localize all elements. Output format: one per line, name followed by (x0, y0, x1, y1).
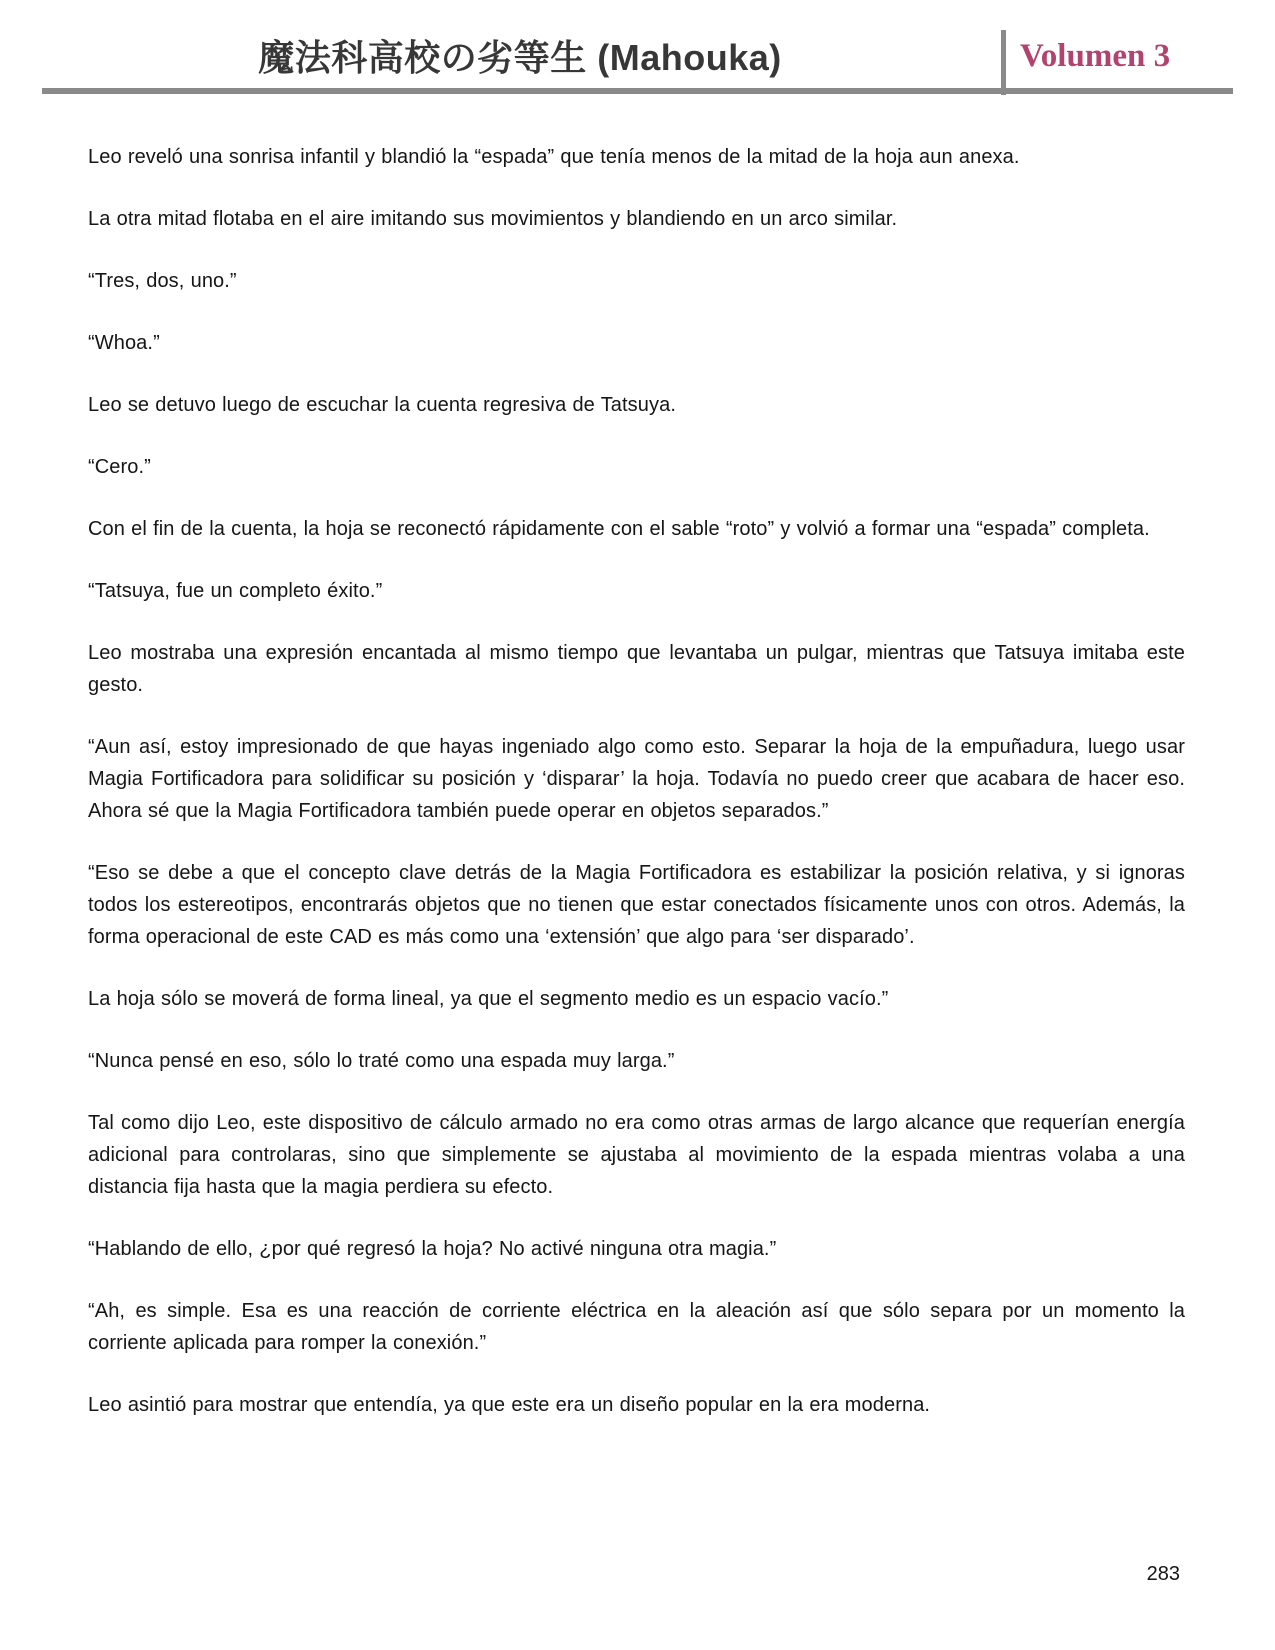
paragraph: Leo asintió para mostrar que entendía, ya que este era un diseño popular en la era moderna. (88, 1394, 931, 1416)
paragraph: “Cero.” (88, 456, 151, 478)
paragraph: “Nunca pensé en eso, sólo lo traté como una espada muy larga.” (88, 1050, 675, 1072)
paragraph: Leo se detuvo luego de escuchar la cuenta regresiva de Tatsuya. (88, 394, 676, 416)
volume-label: Volumen 3 (1020, 38, 1171, 74)
paragraph: Leo reveló una sonrisa infantil y blandió la “espada” que tenía menos de la mitad de la hoja aun anexa. (88, 146, 1020, 168)
paragraph: Con el fin de la cuenta, la hoja se reconectó rápidamente con el sable “roto” y volvió a formar una “espada” completa. (88, 518, 1150, 540)
paragraph: “Eso se debe a que el concepto clave detrás de la Magia Fortificadora es estabilizar la posición relativa, y si ignoras todos los estereotipos, encontrarás objetos que no tienen que estar conectados físicamente unos con otros. Además, la forma operacional de este CAD es más como una ‘extensión’ que algo para ‘ser disparado’. (88, 862, 1185, 948)
page-number: 283 (1146, 1563, 1180, 1585)
header-horizontal-rule (42, 88, 1233, 94)
paragraph: “Hablando de ello, ¿por qué regresó la hoja? No activé ninguna otra magia.” (88, 1238, 777, 1260)
header-vertical-divider (1001, 30, 1006, 95)
body-text (88, 141, 1185, 1451)
page-header-title: 魔法科高校の劣等生 (Mahouka) (258, 37, 782, 78)
paragraph: “Whoa.” (88, 332, 160, 354)
paragraph: Leo mostraba una expresión encantada al mismo tiempo que levantaba un pulgar, mientras que Tatsuya imitaba este gesto. (88, 642, 1185, 696)
paragraph: La hoja sólo se moverá de forma lineal, ya que el segmento medio es un espacio vacío.” (88, 988, 889, 1010)
paragraph: Tal como dijo Leo, este dispositivo de cálculo armado no era como otras armas de largo alcance que requerían energía adicional para controlaras, sino que simplemente se ajustaba al movimiento de la espada mientras volaba a una distancia fija hasta que la magia perdiera su efecto. (88, 1112, 1185, 1198)
paragraph: La otra mitad flotaba en el aire imitando sus movimientos y blandiendo en un arco similar. (88, 208, 898, 230)
paragraph: “Tres, dos, uno.” (88, 270, 237, 292)
paragraph: “Ah, es simple. Esa es una reacción de corriente eléctrica en la aleación así que sólo separa por un momento la corriente aplicada para romper la conexión.” (88, 1300, 1185, 1354)
paragraph: “Aun así, estoy impresionado de que hayas ingeniado algo como esto. Separar la hoja de la empuñadura, luego usar Magia Fortificadora para solidificar su posición y ‘disparar’ la hoja. Todavía no puedo creer que acabara de hacer eso. Ahora sé que la Magia Fortificadora también puede operar en objetos separados.” (88, 736, 1185, 822)
paragraph: “Tatsuya, fue un completo éxito.” (88, 580, 383, 602)
